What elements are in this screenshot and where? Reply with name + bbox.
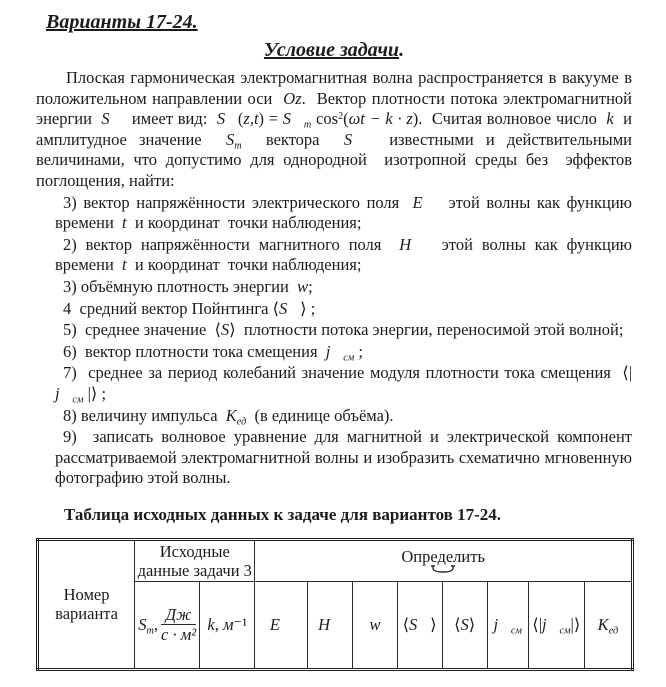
impulse-column-header: $K_{ед}$	[584, 581, 632, 669]
avg-abs-displacement-current-column-header: $⟨|j⃗_{см}|⟩$	[528, 581, 584, 669]
variants-data-table	[36, 538, 634, 671]
avg-poynting-vector-column-header: ⟨S⃗⟩	[397, 581, 442, 669]
determine-label: Определить	[401, 547, 485, 567]
k-column-header: k, м⁻¹	[200, 581, 255, 669]
determine-group-header	[255, 539, 633, 581]
task-item-5: 5) среднее значение ⟨S⟩ плотности потока энергии, переносимой этой волной;	[63, 320, 624, 340]
intro-paragraph: Плоская гармоническая электромагнитная волна распространяется в вакууме в положительном направлении оси Oz. Вектор плотности потока электромагнитной энергии S⃗ имеет вид: S⃗(z,t) = $S⃗_m$ $\cos^2(\omega t - k \cdot z)$. Считая волновое число k и амплитудное значение $S_m$ вектора S⃗ известными и действительными величинами, что допустимо для однородной изотропной среды без эффектов поглощения, найти:	[36, 68, 633, 190]
avg-s-column-header: ⟨S⟩	[442, 581, 487, 669]
task-item-3: 3) объёмную плотность энергии w;	[63, 276, 313, 296]
table-caption: Таблица исходных данных к задаче для вариантов 17-24.	[64, 504, 502, 524]
variant-number-header: Номер варианта	[38, 539, 135, 669]
task-item-7: 7) среднее за период колебаний значение модуля плотности тока смещения ⟨| $j⃗_{см}$ |⟩ ;	[55, 363, 632, 406]
sm-units-denominator: с · м²	[161, 625, 197, 645]
task-item-1: 3) вектор напряжённости электрического поля E⃗ этой волны как функцию времени t и координат точки наблюдения;	[55, 192, 632, 233]
displacement-current-column-header: $j⃗_{см}$	[487, 581, 528, 669]
task-condition-heading	[36, 38, 632, 62]
task-item-4: 4 средний вектор Пойнтинга ⟨S⃗⟩ ;	[63, 298, 316, 318]
task-condition-title: Условие задачи	[263, 39, 400, 61]
task-item-6: 6) вектор плотности тока смещения $j⃗_{см}$ ;	[63, 341, 363, 364]
sm-units-numerator: Дж	[161, 606, 196, 625]
task-item-9: 9) записать волновое уравнение для магнитной и электрической компонент рассматриваемой электромагнитной волны и изобразить схематично мгновенную фотографию этой волны.	[55, 427, 632, 488]
task-item-2: 2) вектор напряжённости магнитного поля H⃗ этой волны как функцию времени t и координат точки наблюдения;	[55, 234, 632, 275]
sm-units-fraction	[161, 606, 196, 644]
energy-density-column-header: w	[353, 581, 397, 669]
underbrace-icon	[255, 565, 631, 574]
h-field-column-header: H⃗	[308, 581, 353, 669]
source-data-group-header: Исходные данные задачи 3	[135, 539, 255, 581]
sm-column-header	[135, 581, 200, 669]
e-field-column-header: E⃗	[255, 581, 308, 669]
task-item-8: 8) величину импульса $K_{ед}$ (в единице объёма).	[63, 405, 394, 428]
sm-symbol: $S_m$,	[138, 614, 158, 637]
task-condition-period: .	[399, 39, 405, 61]
variants-heading: Варианты 17-24.	[46, 11, 198, 33]
